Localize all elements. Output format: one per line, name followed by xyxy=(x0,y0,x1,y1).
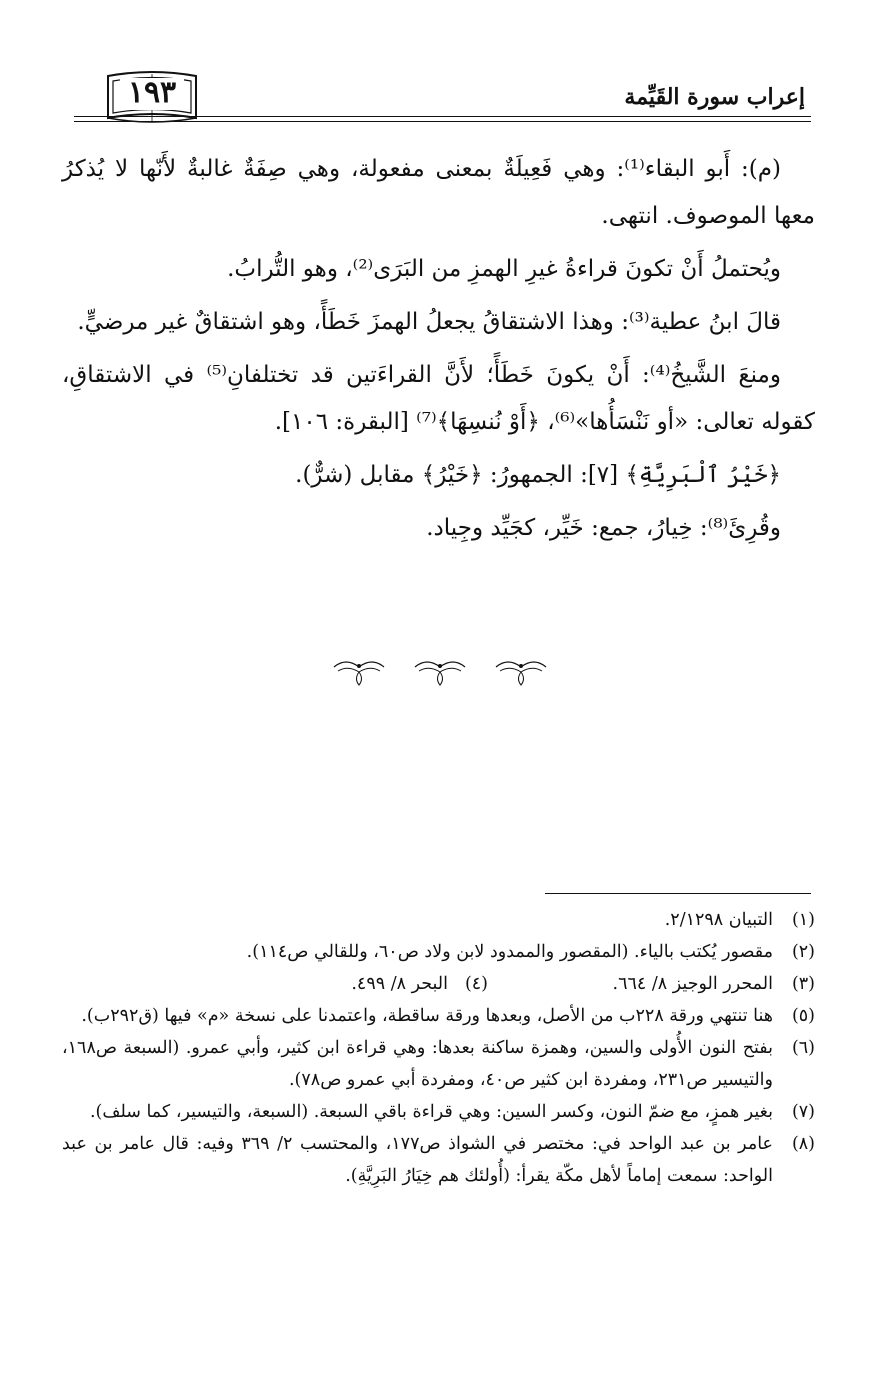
footnote-text: التبيان ٢/١٢٩٨. xyxy=(664,910,773,930)
footnote xyxy=(62,1032,815,1096)
footnote-text: البحر ٨/ ٤٩٩. xyxy=(351,974,448,994)
footnote-text: بفتح النون الأُولى والسين، وهمزة ساكنة بعدها: وهي قراءة ابن كثير، وأبي عمرو. (السبعة ص١٦٨، والتيسير ص٢٣١، ومفردة ابن كثير ص٤٠، ومفردة أبي عمرو ص٧٨). xyxy=(62,1038,773,1090)
header-rule-top xyxy=(74,116,811,117)
footnote xyxy=(62,1000,815,1032)
footnote-number: (٨) xyxy=(791,1134,815,1154)
footnote-text: هنا تنتهي ورقة ٢٢٨ب من الأصل، وبعدها ورقة ساقطة، واعتمدنا على نسخة «م» فيها (ق٢٩٢ب). xyxy=(81,1006,773,1026)
footnote xyxy=(62,1096,815,1128)
footnote-separator xyxy=(545,893,811,894)
footnote-number: (٧) xyxy=(791,1102,815,1122)
footnote-number: (٣) xyxy=(791,974,815,994)
footnote-number: (٤) xyxy=(464,974,488,994)
body-paragraph: (م): أَبو البقاء⁽¹⁾: وهي فَعِيلَةٌ بمعنى مفعولة، وهي صِفَةٌ غالبةٌ لأَنّها لا يُذكرُ معها الموصوف. انتهى. xyxy=(62,156,815,229)
body-paragraph: ويُحتملُ أَنْ تكونَ قراءةُ غيرِ الهمزِ من البَرَى⁽²⁾، وهو التُّرابُ. xyxy=(227,256,781,282)
footnote-text: بغير همزٍ، مع ضمّ النون، وكسر السين: وهي قراءة باقي السبعة. (السبعة، والتيسير، كما سلف). xyxy=(89,1102,773,1122)
footnote-pair xyxy=(62,968,815,1000)
body-paragraph: وقُرِئَ⁽⁸⁾: خِيارُ، جمع: خَيِّر، كجَيِّد وجِياد. xyxy=(426,515,781,541)
footnote xyxy=(62,904,815,936)
body-paragraph: ﴿خَيْرُ ٱلْبَرِيَّةِ﴾ [٧]: الجمهورُ: ﴿خَيْرُ﴾ مقابل (شرٌّ). xyxy=(295,462,781,488)
footnotes xyxy=(62,904,815,1192)
page-number: ١٩٣ xyxy=(120,78,184,110)
body-paragraph: ومنعَ الشَّيخُ⁽⁴⁾: أَنْ يكونَ خَطَأً؛ لأَنَّ القراءَتين قد تختلفانِ⁽⁵⁾ في الاشتقاقِ، كقوله تعالى: «أو نَنْسَأُها»⁽⁶⁾، ﴿أَوْ نُنسِهَا﴾⁽⁷⁾ [البقرة: ١٠٦]. xyxy=(62,362,815,435)
footnote xyxy=(62,936,815,968)
footnote-number: (٥) xyxy=(791,1006,815,1026)
footnote-text: مقصور يُكتب بالياء. (المقصور والممدود لابن ولاد ص٦٠، وللقالي ص١١٤). xyxy=(246,942,773,962)
footnote-pair-row xyxy=(62,968,773,1000)
footnote xyxy=(351,968,488,1000)
page-number-badge xyxy=(104,70,200,128)
footnote-number: (٢) xyxy=(791,942,815,962)
section-divider-ornaments xyxy=(330,652,550,692)
footnote-text: عامر بن عبد الواحد في: مختصر في الشواذ ص١٧٧، والمحتسب ٢/ ٣٦٩ وفيه: قال عامر بن عبد الواحد: سمعت إماماً لأهل مكّة يقرأ: (أُولئك هم خِيَارُ البَرِيَّةِ). xyxy=(62,1134,773,1186)
floral-ornament-icon xyxy=(411,655,469,689)
body-text xyxy=(62,146,815,552)
body-paragraph: قالَ ابنُ عطية⁽³⁾: وهذا الاشتقاقُ يجعلُ الهمزَ خَطَأً، وهو اشتقاقٌ غير مرضيٍّ. xyxy=(77,309,781,335)
footnote xyxy=(62,1128,815,1192)
footnote-number: (٦) xyxy=(791,1038,815,1058)
footnote-text: المحرر الوجيز ٨/ ٦٦٤. xyxy=(612,974,773,994)
floral-ornament-icon xyxy=(492,655,550,689)
floral-ornament-icon xyxy=(330,655,388,689)
header-rule-bottom xyxy=(74,121,811,122)
footnote-number: (١) xyxy=(791,910,815,930)
running-header-title: إعراب سورة القَيِّمة xyxy=(624,84,805,110)
